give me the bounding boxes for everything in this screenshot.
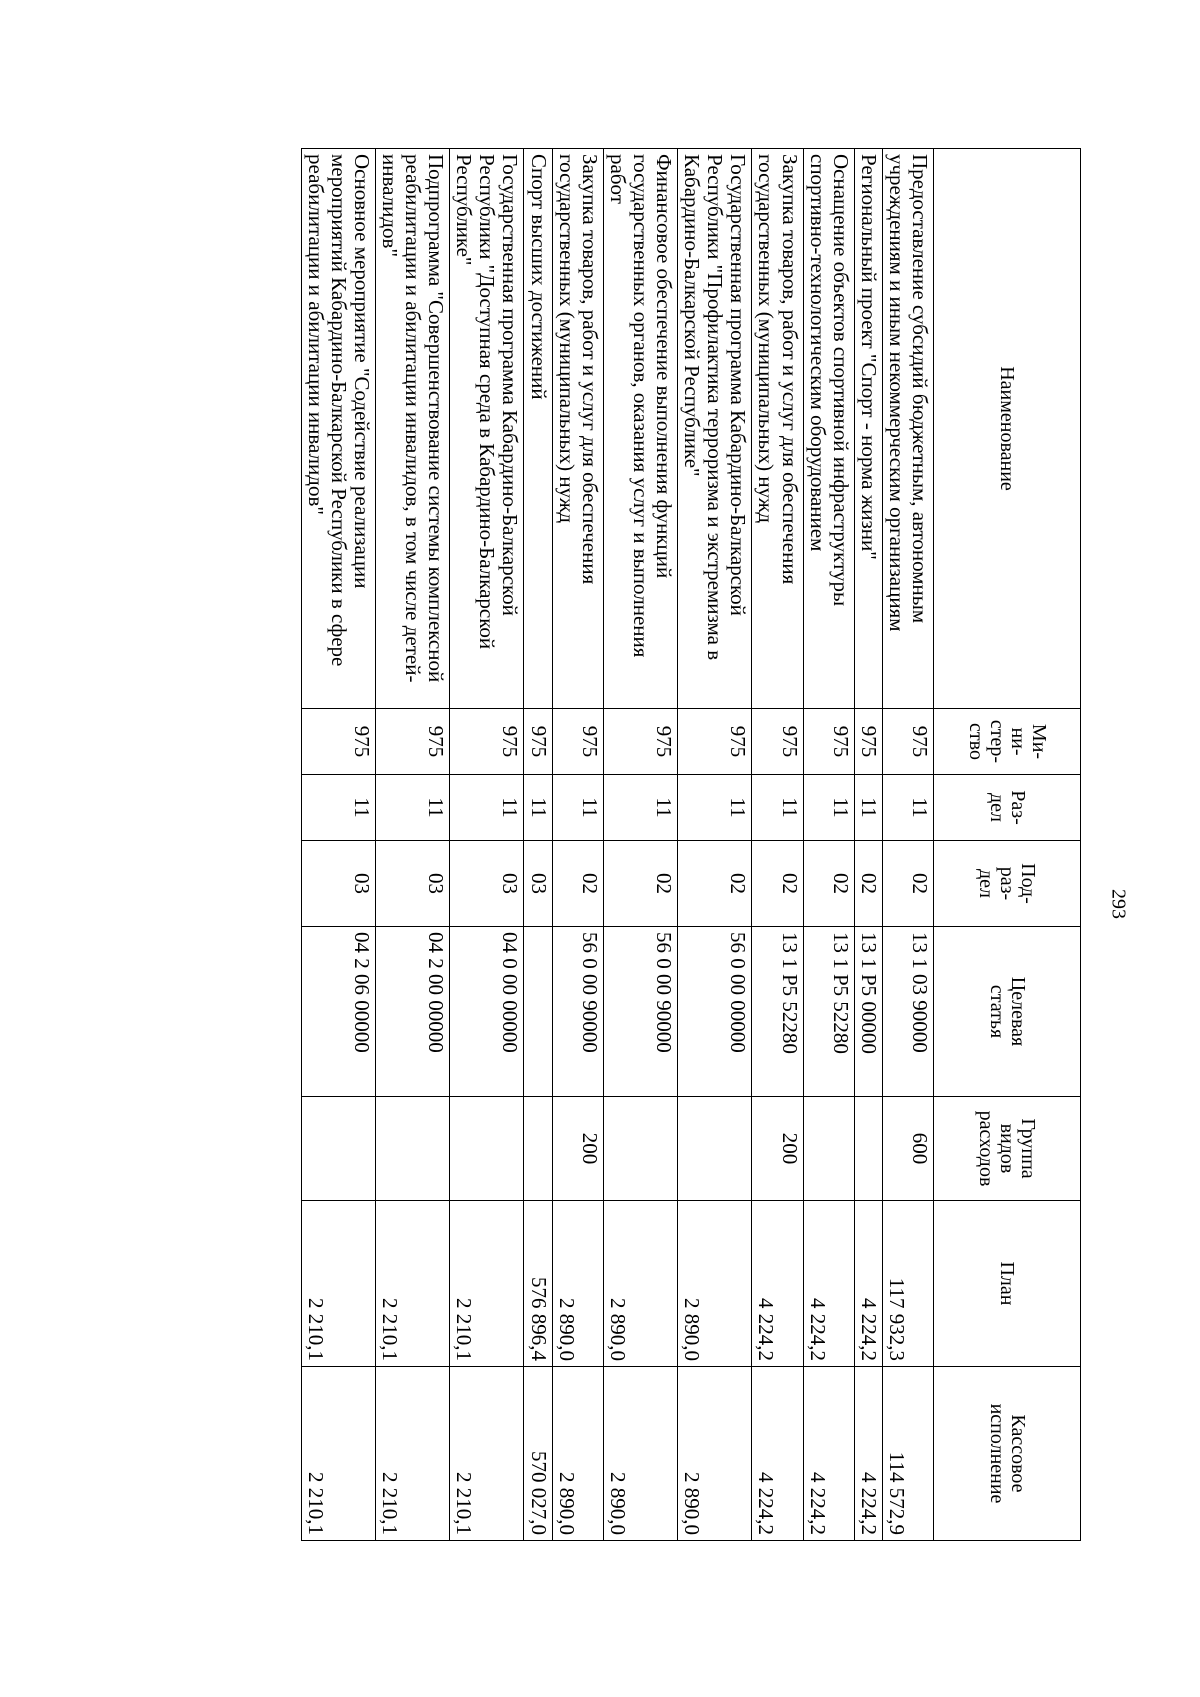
cell-group [603,1097,677,1201]
cell-group [375,1097,449,1201]
table-row [678,149,752,1541]
cell-target: 13 1 03 90000 [882,927,933,1097]
cell-subsection: 03 [524,841,552,927]
header-ministry [934,709,1081,775]
page-number: 293 [1107,889,1130,919]
cell-ministry: 975 [803,709,854,775]
cell-target: 04 0 00 00000 [450,927,524,1097]
header-exec-text: Кассовое исполнение [986,1403,1029,1504]
cell-plan: 2 210,1 [301,1201,375,1367]
cell-target: 56 0 00 90000 [552,927,603,1097]
header-section [934,775,1081,841]
cell-ministry: 975 [882,709,933,775]
table-row [450,149,524,1541]
rotated-table-container [168,148,1081,1540]
cell-name: Региональный проект "Спорт - норма жизни" [854,149,882,709]
cell-ministry: 975 [678,709,752,775]
cell-target [524,927,552,1097]
header-group [934,1097,1081,1201]
cell-exec: 4 224,2 [752,1367,803,1541]
cell-ministry: 975 [375,709,449,775]
cell-plan: 2 890,0 [678,1201,752,1367]
budget-table [301,148,1081,1541]
cell-group [854,1097,882,1201]
cell-exec: 4 224,2 [854,1367,882,1541]
cell-exec: 2 210,1 [301,1367,375,1541]
cell-subsection: 02 [882,841,933,927]
cell-section: 11 [450,775,524,841]
cell-exec: 2 210,1 [375,1367,449,1541]
cell-exec: 114 572,9 [882,1367,933,1541]
cell-name: Государственная программа Кабардино-Балкарской Республики "Доступная среда в Кабардино-Балкарской Республике" [450,149,524,709]
table-header-row [934,149,1081,1541]
cell-group [301,1097,375,1201]
cell-exec: 2 890,0 [603,1367,677,1541]
cell-name: Государственная программа Кабардино-Балкарской Республики "Профилактика терроризма и экстремизма в Кабардино-Балкарской Республике" [678,149,752,709]
table-row [882,149,933,1541]
cell-exec: 2 210,1 [450,1367,524,1541]
table-row [552,149,603,1541]
cell-subsection: 02 [552,841,603,927]
cell-section: 11 [882,775,933,841]
cell-target: 04 2 06 00000 [301,927,375,1097]
cell-name: Оснащение объектов спортивной инфраструктуры спортивно-технологическим оборудованием [803,149,854,709]
header-plan [934,1201,1081,1367]
table-row [301,149,375,1541]
header-plan-text: План [996,1261,1019,1306]
table-row [752,149,803,1541]
cell-name: Закупка товаров, работ и услуг для обеспечения государственных (муниципальных) нужд [752,149,803,709]
table-row [524,149,552,1541]
header-exec [934,1367,1081,1541]
cell-ministry: 975 [450,709,524,775]
cell-group: 600 [882,1097,933,1201]
cell-plan: 2 210,1 [450,1201,524,1367]
header-ministry-text: Ми- ни- стер- ство [965,719,1050,764]
cell-section: 11 [678,775,752,841]
cell-subsection: 03 [375,841,449,927]
cell-target: 13 1 P5 52280 [803,927,854,1097]
cell-plan: 4 224,2 [854,1201,882,1367]
cell-group: 200 [552,1097,603,1201]
cell-target: 13 1 P5 52280 [752,927,803,1097]
cell-group [678,1097,752,1201]
cell-plan: 2 890,0 [603,1201,677,1367]
cell-section: 11 [524,775,552,841]
header-section-text: Раз- дел [986,790,1029,825]
cell-group [450,1097,524,1201]
header-name-text: Наименование [996,366,1019,491]
cell-subsection: 02 [678,841,752,927]
cell-name: Основное мероприятие "Содействие реализации мероприятий Кабардино-Балкарской Республики в сфере реабилитации и абилитации инвалидов" [301,149,375,709]
cell-plan: 117 932,3 [882,1201,933,1367]
cell-subsection: 03 [450,841,524,927]
header-group-text: Группа видов расходов [975,1110,1040,1187]
cell-name: Предоставление субсидий бюджетным, автономным учреждениям и иным некоммерческим организациям [882,149,933,709]
table-row [375,149,449,1541]
cell-group: 200 [752,1097,803,1201]
cell-subsection: 02 [752,841,803,927]
cell-section: 11 [803,775,854,841]
cell-plan: 576 896,4 [524,1201,552,1367]
cell-subsection: 02 [854,841,882,927]
cell-plan: 4 224,2 [803,1201,854,1367]
cell-name: Закупка товаров, работ и услуг для обеспечения государственных (муниципальных) нужд [552,149,603,709]
cell-section: 11 [301,775,375,841]
cell-ministry: 975 [552,709,603,775]
cell-ministry: 975 [854,709,882,775]
cell-target: 13 1 P5 00000 [854,927,882,1097]
cell-ministry: 975 [752,709,803,775]
cell-plan: 2 890,0 [552,1201,603,1367]
cell-target: 56 0 00 00000 [678,927,752,1097]
cell-exec: 2 890,0 [678,1367,752,1541]
header-subsection-text: Под- раз- дел [975,863,1040,904]
cell-target: 56 0 00 90000 [603,927,677,1097]
cell-subsection: 02 [603,841,677,927]
cell-subsection: 03 [301,841,375,927]
table-row [603,149,677,1541]
cell-group [803,1097,854,1201]
cell-section: 11 [854,775,882,841]
cell-section: 11 [752,775,803,841]
cell-group [524,1097,552,1201]
cell-target: 04 2 00 00000 [375,927,449,1097]
cell-ministry: 975 [301,709,375,775]
table-row [854,149,882,1541]
cell-plan: 2 210,1 [375,1201,449,1367]
header-name [934,149,1081,709]
header-subsection [934,841,1081,927]
table-row [803,149,854,1541]
cell-section: 11 [552,775,603,841]
cell-ministry: 975 [524,709,552,775]
cell-name: Спорт высших достижений [524,149,552,709]
cell-exec: 570 027,0 [524,1367,552,1541]
cell-ministry: 975 [603,709,677,775]
cell-section: 11 [603,775,677,841]
cell-exec: 4 224,2 [803,1367,854,1541]
cell-plan: 4 224,2 [752,1201,803,1367]
cell-exec: 2 890,0 [552,1367,603,1541]
header-target [934,927,1081,1097]
cell-subsection: 02 [803,841,854,927]
header-target-text: Целевая статья [986,976,1029,1047]
cell-name: Финансовое обеспечение выполнения функций государственных органов, оказания услуг и выполнения работ [603,149,677,709]
cell-name: Подпрограмма "Совершенствование системы комплексной реабилитации и абилитации инвалидов, в том числе детей-инвалидов" [375,149,449,709]
cell-section: 11 [375,775,449,841]
